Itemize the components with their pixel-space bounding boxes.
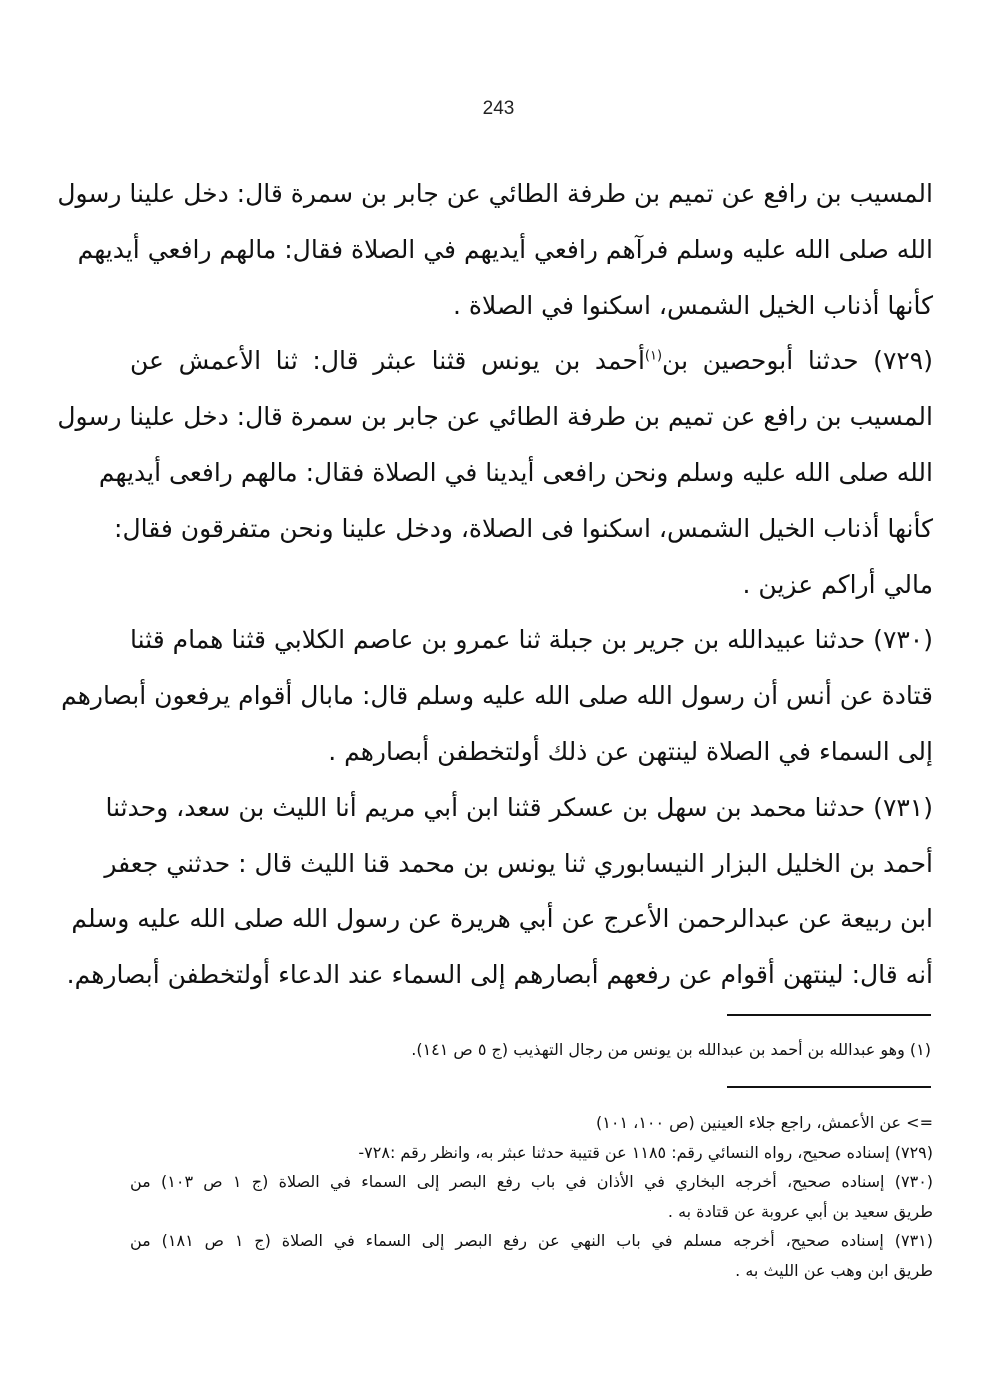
main-text [57,166,933,1003]
notes-section [130,1108,933,1285]
text-line: (٧٣٠) حدثنا عبيدالله بن جرير بن جبلة ثنا عمرو بن عاصم الكلابي قثنا همام قثنا [130,625,933,655]
text-line: قتادة عن أنس أن رسول الله صلى الله عليه وسلم قال: مابال أقوام يرفعون أبصارهم [61,681,933,711]
text-line: (٧٣١) حدثنا محمد بن سهل بن عسكر قثنا ابن أبي مريم أنا الليث بن سعد، وحدثنا [105,792,933,822]
text-line: الله صلى الله عليه وسلم ونحن رافعى أيدينا في الصلاة فقال: مالهم رافعى أيديهم [98,457,933,487]
text-line: أحمد بن الخليل البزار النيسابوري ثنا يونس بن محمد قنا الليث قال : حدثني جعفر [104,848,933,878]
text-line: المسيب بن رافع عن تميم بن طرفة الطائي عن جابر بن سمرة قال: دخل علينا رسول [57,179,933,208]
footnote: (١) وهو عبدالله بن أحمد بن عبدالله بن يونس من رجال التهذيب (ج ٥ ص ١٤١). [411,1040,931,1059]
text-line: كأنها أذناب الخيل الشمس، اسكنوا في الصلاة . [453,290,933,320]
note-line: طريق سعيد بن أبي عروبة عن قتادة به . [667,1201,933,1221]
page-number: 243 [482,98,515,119]
note-line: => عن الأعمش، راجع جلاء العينين (ص ١٠٠، ١٠١) [596,1113,933,1132]
footnote-marker: (١) [644,349,663,365]
text-line: ابن ربيعة عن عبدالرحمن الأعرج عن أبي هريرة عن رسول الله صلى الله عليه وسلم [71,904,933,934]
note-line: (٧٣١) إسناده صحيح، أخرجه مسلم في باب النهي عن رفع البصر إلى السماء في الصلاة (ج ١ ص ١٨١) من [130,1231,934,1250]
text-line: أنه قال: لينتهن أقوام عن رفعهم أبصارهم إلى السماء عند الدعاء أولتخطفن أبصارهم. [66,960,933,990]
text-segment: أحمد بن يونس قثنا عبثر قال: ثنا الأعمش عن [130,346,645,376]
text-segment: (٧٢٩) حدثنا أبوحصين بن [662,346,933,376]
note-line: (٧٢٩) إسناده صحيح، رواه النسائي رقم: ١١٨٥ عن قتيبة حدثنا عبثر به، وانظر رقم :٧٢٨- [358,1142,933,1162]
note-line: طريق ابن وهب عن الليث به . [735,1260,933,1280]
footnote-separator [727,1014,931,1016]
text-line: كأنها أذناب الخيل الشمس، اسكنوا فى الصلاة، ودخل علينا ونحن متفرقون فقال: [114,513,933,543]
note-line: (٧٣٠) إسناده صحيح، أخرجه البخاري في الأذان في باب رفع البصر إلى السماء في الصلاة (ج ١ ص ١٠٣) من [130,1172,934,1191]
notes-separator [727,1086,931,1088]
text-line: إلى السماء في الصلاة لينتهن عن ذلك أولتخطفن أبصارهم . [328,736,933,766]
text-line: مالي أراكم عزين . [742,569,933,599]
text-line [130,333,933,389]
text-line: المسيب بن رافع عن تميم بن طرفة الطائي عن جابر بن سمرة قال: دخل علينا رسول [57,402,933,432]
text-line: الله صلى الله عليه وسلم فرآهم رافعي أيديهم في الصلاة فقال: مالهم رافعي أيديهم [77,234,933,264]
